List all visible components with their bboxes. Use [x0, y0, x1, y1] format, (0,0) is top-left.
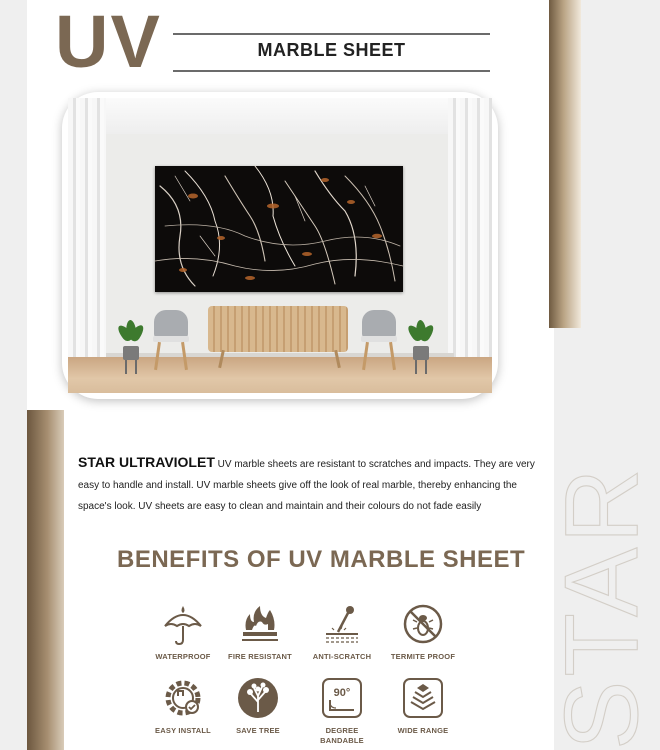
no-termite-icon [401, 602, 445, 646]
curtain-left [68, 98, 106, 393]
room-photo [62, 92, 498, 399]
gear-check-icon [161, 676, 205, 720]
benefit-degree-bandable: 90° DEGREE BANDABLE [297, 676, 387, 746]
uv-title: UV [55, 0, 162, 83]
benefit-termite-proof: TERMITE PROOF [378, 602, 468, 662]
title-rule-top [173, 33, 490, 35]
benefit-waterproof: WATERPROOF [138, 602, 228, 662]
brand-name: STAR ULTRAVIOLET [78, 454, 215, 470]
title-rule-bottom [173, 70, 490, 72]
subtitle: MARBLE SHEET [257, 40, 406, 60]
gold-accent-bar-left [27, 410, 64, 750]
flame-icon [238, 602, 282, 646]
chair-left [154, 310, 188, 338]
umbrella-drop-icon [161, 602, 205, 646]
chair-right [362, 310, 396, 338]
marble-panel [155, 166, 403, 292]
benefit-wide-range: WIDE RANGE [378, 676, 468, 736]
stack-icon [401, 676, 445, 720]
gold-accent-bar-right [549, 0, 581, 328]
curtain-right [448, 98, 492, 393]
nail-scratch-icon [320, 602, 364, 646]
benefits-title: BENEFITS OF UV MARBLE SHEET [117, 546, 526, 573]
benefit-save-tree: SAVE TREE [213, 676, 303, 736]
tree-icon [236, 676, 280, 720]
benefit-fire-resistant: FIRE RESISTANT [215, 602, 305, 662]
sideboard [208, 306, 348, 352]
description-text: UV marble sheets are resistant to scratches and impacts. They are very easy to handle and install. UV marble sheets give off the look of real marble, thereby enhancing the space's look. UV sheets are easy to clean and maintain and their colours do not fade easily [78, 459, 535, 512]
wood-floor [68, 357, 492, 393]
bend-90-icon [320, 676, 364, 720]
benefit-anti-scratch: ANTI-SCRATCH [297, 602, 387, 662]
room-scene [68, 98, 492, 393]
benefit-easy-install: EASY INSTALL [138, 676, 228, 736]
svg-text:90°: 90° [333, 687, 351, 699]
description [78, 452, 540, 517]
star-watermark: STAR [544, 464, 660, 750]
